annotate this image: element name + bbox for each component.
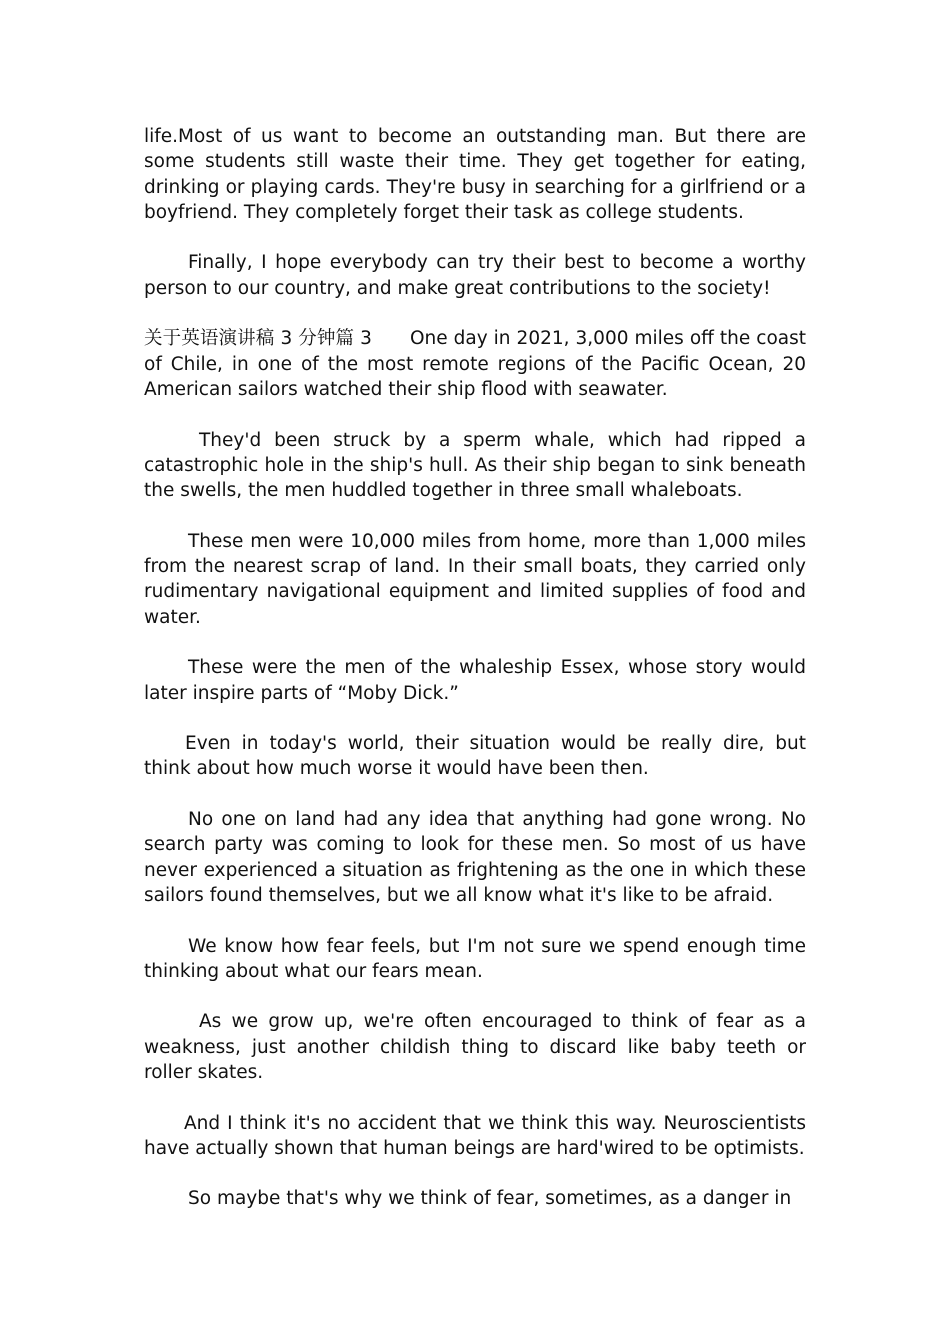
paragraph: And I think it's no accident that we think this way. Neuroscientists have actually shown that human beings are hard'wired to be optimists. bbox=[144, 1112, 806, 1159]
paragraph-section-text: One day in 2021, 3,000 miles off the coast of Chile, in one of the most remote regions of the Pacific Ocean, 20 American sailors watched their ship flood with seawater. bbox=[144, 328, 807, 400]
paragraph: No one on land had any idea that anything had gone wrong. No search party was coming to look for these men. So most of us have never experienced a situation as frightening as the one in which these sailors found themselves, but we all know what it's like to be afraid. bbox=[144, 809, 806, 906]
paragraph: We know how fear feels, but I'm not sure we spend enough time thinking about what our fears mean. bbox=[144, 935, 806, 982]
section-heading: 关于英语演讲稿 3 分钟篇 3 bbox=[144, 328, 372, 350]
paragraph: These men were 10,000 miles from home, more than 1,000 miles from the nearest scrap of land. In their small boats, they carried only rudimentary navigational equipment and limited supplies of food and water. bbox=[144, 530, 806, 628]
paragraph-section-start bbox=[144, 326, 806, 402]
paragraph: So maybe that's why we think of fear, sometimes, as a danger in bbox=[188, 1188, 792, 1210]
document-body bbox=[144, 124, 806, 1237]
paragraph: These were the men of the whaleship Essex, whose story would later inspire parts of “Moby Dick.” bbox=[144, 657, 806, 704]
paragraph: As we grow up, we're often encouraged to think of fear as a weakness, just another childish thing to discard like baby teeth or roller skates. bbox=[144, 1011, 806, 1083]
paragraph-closing: Finally, I hope everybody can try their best to become a worthy person to our country, and make great contributions to the society! bbox=[144, 252, 806, 299]
paragraph-continuation: life.Most of us want to become an outstanding man. But there are some students still waste their time. They get together for eating, drinking or playing cards. They're busy in searching for a girlfriend or a boyfriend. They completely forget their task as college students. bbox=[144, 126, 806, 223]
paragraph: They'd been struck by a sperm whale, which had ripped a catastrophic hole in the ship's hull. As their ship began to sink beneath the swells, the men huddled together in three small whaleboats. bbox=[144, 429, 806, 502]
paragraph: Even in today's world, their situation would be really dire, but think about how much worse it would have been then. bbox=[144, 733, 806, 780]
